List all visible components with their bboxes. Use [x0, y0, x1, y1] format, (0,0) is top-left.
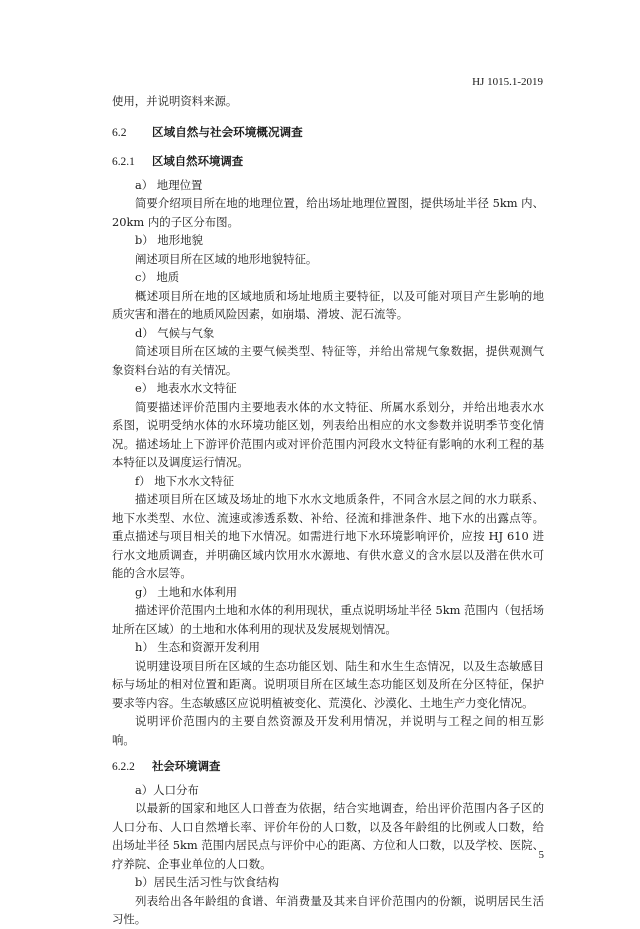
- item-body-geology: 概述项目所在地的区域地质和场址地质主要特征，以及可能对项目产生影响的地质灾害和潜在的地质风险因素，如崩塌、滑坡、泥石流等。: [112, 288, 544, 321]
- item-body-population: 以最新的国家和地区人口普查为依据，结合实地调查，给出评价范围内各子区的人口分布、人口自然增长率、评价年份的人口数，以及各年龄组的比例或人口数，给出场址半径 5km 范围内居民点与评价中心的距离、方位和人口数，以及学校、医院、疗养院、企事业单位的人口数。: [112, 801, 544, 871]
- item-body-climate: 简述项目所在区域的主要气候类型、特征等，并给出常规气象数据，提供观测气象资料台站的有关情况。: [112, 344, 544, 377]
- item-body-groundwater: 描述项目所在区域及场址的地下水水文地质条件，不同含水层之间的水力联系、地下水类型、水位、流速或渗透系数、补给、径流和排泄条件、地下水的出露点等。重点描述与项目相关的地下水情况。如需进行地下水环境影响评价，应按 HJ 610 进行水文地质调查，并明确区域内饮用水水源地、有供水意义的含水层以及潜在供水可能的含水层等。: [112, 492, 544, 580]
- item-title-population: a）人口分布: [135, 782, 199, 797]
- item-body-ecology-extra: 说明评价范围内的主要自然资源及开发利用情况，并说明与工程之间的相互影响。: [112, 714, 544, 747]
- item-title-diet: b）居民生活习性与饮食结构: [135, 875, 279, 889]
- section-title: 区域自然环境调查: [152, 154, 244, 168]
- item-title-location: a） 地理位置: [135, 177, 203, 192]
- page-number: 5: [538, 849, 544, 861]
- item-title-landform: b） 地形地貌: [135, 233, 203, 247]
- section-title: 区域自然与社会环境概况调查: [152, 124, 303, 139]
- section-title: 社会环境调查: [152, 759, 221, 773]
- intro-line: 使用，并说明资料来源。: [112, 94, 238, 108]
- item-body-location: 简要介绍项目所在地的地理位置，给出场址地理位置图，提供场址半径 5km 内、20km 内的子区分布图。: [112, 196, 544, 229]
- standard-number: HJ 1015.1-2019: [472, 76, 543, 88]
- item-title-geology: c） 地质: [135, 270, 180, 284]
- item-body-surface-water: 简要描述评价范围内主要地表水体的水文特征、所属水系划分，并给出地表水水系图，说明受纳水体的水环境功能区划，列表给出相应的水文参数并说明季节变化情况。描述场址上下游评价范围内或对评价范围内河段水文特征有影响的水利工程的基本特征以及调度运行情况。: [112, 399, 544, 469]
- section-6-2-heading: [112, 123, 544, 143]
- page-content: [112, 92, 544, 929]
- item-body-landform: 阐述项目所在区域的地形地貌特征。: [135, 251, 318, 266]
- section-6-2-2-heading: [112, 757, 544, 777]
- item-body-ecology: 说明建设项目所在区域的生态功能区划、陆生和水生生态情况，以及生态敏感目标与场址的相对位置和距离。说明项目所在区域生态功能区划及所在分区特征，保护要求等内容。生态敏感区应说明植被变化、荒漠化、沙漠化、土地生产力变化情况。: [112, 658, 544, 710]
- section-number: 6.2.2: [112, 761, 135, 773]
- item-title-surface-water: e） 地表水水文特征: [135, 381, 237, 395]
- item-title-groundwater: f） 地下水水文特征: [135, 473, 234, 488]
- item-body-diet: 列表给出各年龄组的食谱、年消费量及其来自评价范围内的份额，说明居民生活习性。: [112, 893, 544, 926]
- item-title-climate: d） 气候与气象: [135, 325, 215, 340]
- section-number: 6.2.1: [112, 156, 135, 168]
- section-number: 6.2: [112, 125, 127, 139]
- item-title-ecology: h） 生态和资源开发利用: [135, 640, 260, 654]
- item-title-land-use: g） 土地和水体利用: [135, 584, 238, 599]
- item-body-land-use: 描述评价范围内土地和水体的利用现状，重点说明场址半径 5km 范围内（包括场址所在区域）的土地和水体利用的现状及发展规划情况。: [112, 603, 544, 636]
- section-6-2-1-heading: [112, 152, 544, 172]
